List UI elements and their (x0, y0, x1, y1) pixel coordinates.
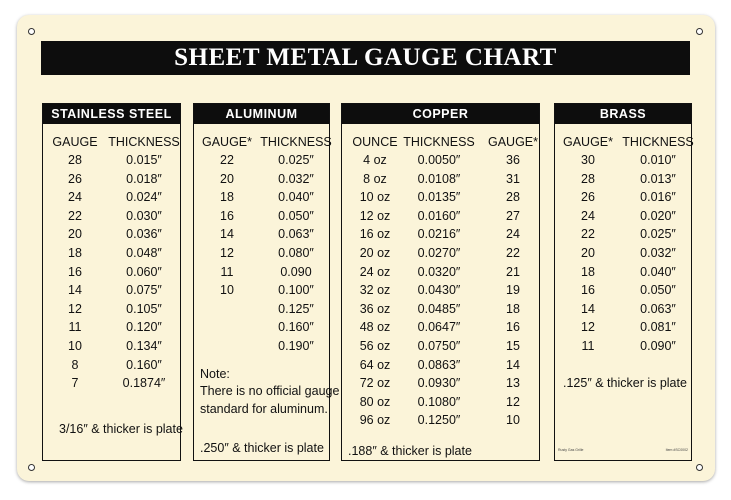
brass-gauge-cell: 18 (581, 264, 595, 279)
stainless-thickness-header: THICKNESS (108, 135, 180, 149)
aluminum-thickness-cell: 0.125″ (278, 301, 314, 316)
copper-thickness-header: THICKNESS (403, 135, 475, 149)
stainless-row (43, 172, 180, 191)
copper-row (342, 190, 539, 209)
stainless-column-headers (43, 135, 180, 151)
aluminum-row (194, 172, 329, 191)
stainless-gauge-cell: 11 (68, 320, 82, 335)
copper-gauge-cell: 19 (506, 283, 520, 298)
copper-ounce-cell: 96 oz (359, 413, 391, 428)
aluminum-gauge-cell: 22 (220, 153, 234, 167)
stainless-thickness-cell: 0.024″ (126, 190, 162, 205)
stainless-row (43, 376, 180, 395)
copper-gauge-cell: 16 (506, 320, 520, 335)
aluminum-row (194, 339, 329, 358)
aluminum-plate-note: .250″ & thicker is plate (200, 441, 324, 455)
copper-row (342, 246, 539, 265)
aluminum-gauge-cell: 20 (220, 171, 234, 186)
copper-row (342, 395, 539, 414)
copper-ounce-cell: 36 oz (359, 301, 391, 316)
copper-ounce-cell: 48 oz (359, 320, 391, 335)
aluminum-thickness-cell: 0.050″ (278, 208, 314, 223)
aluminum-gauge-cell: 14 (220, 227, 234, 242)
mounting-hole-bottom-left (28, 464, 35, 471)
aluminum-row (194, 209, 329, 228)
copper-gauge-cell: 10 (506, 413, 520, 428)
copper-row (342, 320, 539, 339)
stainless-thickness-cell: 0.075″ (126, 283, 162, 298)
brass-thickness-cell: 0.032″ (640, 245, 676, 260)
stainless-row (43, 302, 180, 321)
brass-gauge-cell: 26 (581, 190, 595, 205)
fine-print-right: Item #SC0002 (665, 448, 688, 452)
stainless-thickness-cell: 0.048″ (126, 245, 162, 260)
brass-thickness-header: THICKNESS (622, 135, 694, 149)
copper-thickness-cell: 0.0485″ (417, 301, 461, 316)
stainless-thickness-cell: 0.160″ (126, 357, 162, 372)
stainless-gauge-header: GAUGE (52, 135, 98, 149)
brass-row (555, 190, 691, 209)
stainless-gauge-cell: 14 (68, 283, 82, 298)
stainless-thickness-cell: 0.018″ (126, 171, 162, 186)
copper-thickness-cell: 0.0108″ (417, 171, 461, 186)
copper-thickness-cell: 0.0320″ (417, 264, 461, 279)
aluminum-row (194, 320, 329, 339)
copper-row (342, 302, 539, 321)
brass-thickness-cell: 0.063″ (640, 301, 676, 316)
copper-thickness-cell: 0.0930″ (417, 376, 461, 391)
copper-gauge-cell: 22 (506, 245, 520, 260)
brass-row (555, 339, 691, 358)
stainless-gauge-cell: 20 (68, 227, 82, 242)
mounting-hole-top-right (696, 28, 703, 35)
brass-gauge-cell: 22 (581, 227, 595, 242)
aluminum-row (194, 190, 329, 209)
stainless-thickness-cell: 0.036″ (126, 227, 162, 242)
copper-heading: COPPER (342, 104, 539, 124)
copper-ounce-cell: 80 oz (359, 394, 391, 409)
copper-gauge-header: GAUGE* (487, 135, 539, 149)
aluminum-row (194, 246, 329, 265)
stainless-gauge-cell: 10 (68, 338, 82, 353)
aluminum-thickness-header: THICKNESS (260, 135, 332, 149)
copper-ounce-cell: 8 oz (363, 171, 387, 186)
copper-thickness-cell: 0.1080″ (417, 394, 461, 409)
copper-thickness-cell: 0.1250″ (417, 413, 461, 428)
stainless-thickness-cell: 0.060″ (126, 264, 162, 279)
brass-gauge-cell: 30 (581, 153, 595, 167)
brass-gauge-cell: 14 (581, 301, 595, 316)
copper-row (342, 339, 539, 358)
copper-thickness-cell: 0.0863″ (417, 357, 461, 372)
copper-row (342, 358, 539, 377)
copper-ounce-cell: 20 oz (359, 245, 391, 260)
stainless-row (43, 190, 180, 209)
brass-row (555, 172, 691, 191)
stainless-row (43, 320, 180, 339)
copper-ounce-cell: 4 oz (363, 153, 387, 167)
stainless-row (43, 209, 180, 228)
aluminum-heading: ALUMINUM (194, 104, 329, 124)
aluminum-thickness-cell: 0.025″ (278, 153, 314, 167)
aluminum-gauge-header: GAUGE* (201, 135, 253, 149)
brass-heading: BRASS (555, 104, 691, 124)
copper-row (342, 209, 539, 228)
stainless-gauge-cell: 18 (68, 245, 82, 260)
stainless-gauge-cell: 22 (68, 208, 82, 223)
copper-column-headers (342, 135, 539, 151)
brass-row (555, 302, 691, 321)
copper-gauge-cell: 13 (506, 376, 520, 391)
aluminum-note-line-1: There is no official gauge (200, 384, 340, 398)
copper-gauge-cell: 27 (506, 208, 520, 223)
stainless-gauge-cell: 12 (68, 301, 82, 316)
brass-gauge-cell: 16 (581, 283, 595, 298)
aluminum-gauge-cell: 12 (220, 245, 234, 260)
stainless-thickness-cell: 0.030″ (126, 208, 162, 223)
brass-thickness-cell: 0.020″ (640, 208, 676, 223)
brass-row (555, 227, 691, 246)
copper-gauge-cell: 14 (506, 357, 520, 372)
copper-rows (342, 153, 539, 432)
aluminum-panel (193, 103, 340, 461)
brass-column-headers (555, 135, 694, 151)
brass-thickness-cell: 0.040″ (640, 264, 676, 279)
stainless-gauge-cell: 7 (71, 376, 79, 391)
stainless-row (43, 265, 180, 284)
brass-thickness-cell: 0.010″ (640, 153, 676, 167)
brass-gauge-cell: 11 (581, 338, 595, 353)
aluminum-rows (194, 153, 329, 358)
aluminum-note-line-2: standard for aluminum. (200, 402, 328, 416)
brass-panel (554, 103, 692, 461)
stainless-gauge-cell: 26 (68, 171, 82, 186)
aluminum-thickness-cell: 0.063″ (278, 227, 314, 242)
aluminum-row (194, 153, 329, 172)
stainless-gauge-cell: 28 (68, 153, 82, 167)
brass-gauge-cell: 24 (581, 208, 595, 223)
aluminum-thickness-cell: 0.160″ (278, 320, 314, 335)
brass-gauge-cell: 12 (581, 320, 595, 335)
stainless-thickness-cell: 0.015″ (126, 153, 162, 167)
copper-ounce-cell: 12 oz (359, 208, 391, 223)
stainless-rows (43, 153, 180, 395)
aluminum-note-label: Note: (200, 367, 230, 381)
metal-sign (17, 15, 715, 481)
copper-gauge-cell: 36 (506, 153, 520, 167)
brass-rows (555, 153, 691, 358)
aluminum-thickness-cell: 0.100″ (278, 283, 314, 298)
stainless-thickness-cell: 0.1874″ (122, 376, 166, 391)
copper-thickness-cell: 0.0270″ (417, 245, 461, 260)
copper-row (342, 172, 539, 191)
brass-thickness-cell: 0.016″ (640, 190, 676, 205)
aluminum-thickness-cell: 0.190″ (278, 338, 314, 353)
stainless-gauge-cell: 8 (71, 357, 79, 372)
aluminum-row (194, 283, 329, 302)
copper-ounce-cell: 72 oz (359, 376, 391, 391)
brass-thickness-cell: 0.090″ (640, 338, 676, 353)
copper-ounce-cell: 32 oz (359, 283, 391, 298)
stainless-row (43, 358, 180, 377)
stainless-row (43, 283, 180, 302)
copper-row (342, 283, 539, 302)
brass-plate-note: .125″ & thicker is plate (563, 376, 687, 390)
stainless-thickness-cell: 0.105″ (126, 301, 162, 316)
copper-panel (341, 103, 540, 461)
copper-row (342, 376, 539, 395)
aluminum-thickness-cell: 0.040″ (278, 190, 314, 205)
copper-row (342, 265, 539, 284)
copper-ounce-cell: 56 oz (359, 338, 391, 353)
aluminum-gauge-cell: 11 (220, 264, 234, 279)
mounting-hole-top-left (28, 28, 35, 35)
copper-gauge-cell: 24 (506, 227, 520, 242)
chart-title: SHEET METAL GAUGE CHART (41, 41, 690, 75)
brass-row (555, 283, 691, 302)
copper-ounce-cell: 24 oz (359, 264, 391, 279)
copper-gauge-cell: 18 (506, 301, 520, 316)
copper-thickness-cell: 0.0647″ (417, 320, 461, 335)
copper-row (342, 153, 539, 172)
copper-row (342, 413, 539, 432)
brass-gauge-header: GAUGE* (562, 135, 614, 149)
stainless-gauge-cell: 24 (68, 190, 82, 205)
aluminum-thickness-cell: 0.080″ (278, 245, 314, 260)
copper-gauge-cell: 12 (506, 394, 520, 409)
aluminum-gauge-cell: 16 (220, 208, 234, 223)
stainless-steel-heading: STAINLESS STEEL (43, 104, 180, 124)
copper-thickness-cell: 0.0216″ (417, 227, 461, 242)
copper-ounce-cell: 16 oz (359, 227, 391, 242)
aluminum-gauge-cell: 10 (220, 283, 234, 298)
copper-thickness-cell: 0.0430″ (417, 283, 461, 298)
mounting-hole-bottom-right (696, 464, 703, 471)
brass-row (555, 153, 691, 172)
brass-thickness-cell: 0.050″ (640, 283, 676, 298)
copper-gauge-cell: 21 (506, 264, 520, 279)
brass-thickness-cell: 0.025″ (640, 227, 676, 242)
aluminum-row (194, 265, 329, 284)
stainless-row (43, 339, 180, 358)
brass-row (555, 246, 691, 265)
stainless-row (43, 153, 180, 172)
brass-row (555, 265, 691, 284)
copper-plate-note: .188″ & thicker is plate (348, 444, 472, 458)
aluminum-thickness-cell: 0.090 (280, 264, 312, 279)
aluminum-column-headers (194, 135, 332, 151)
brass-row (555, 320, 691, 339)
stainless-thickness-cell: 0.120″ (126, 320, 162, 335)
copper-gauge-cell: 28 (506, 190, 520, 205)
stainless-thickness-cell: 0.134″ (126, 338, 162, 353)
copper-gauge-cell: 15 (506, 338, 520, 353)
copper-gauge-cell: 31 (506, 171, 520, 186)
stainless-row (43, 227, 180, 246)
aluminum-row (194, 227, 329, 246)
stainless-plate-note: 3/16″ & thicker is plate (59, 422, 183, 436)
brass-thickness-cell: 0.081″ (640, 320, 676, 335)
fine-print-left: Rusty Gas Grille (558, 448, 584, 452)
copper-thickness-cell: 0.0750″ (417, 338, 461, 353)
copper-ounce-cell: 64 oz (359, 357, 391, 372)
copper-thickness-cell: 0.0135″ (417, 190, 461, 205)
brass-gauge-cell: 20 (581, 245, 595, 260)
brass-row (555, 209, 691, 228)
copper-ounce-header: OUNCE (352, 135, 398, 149)
copper-row (342, 227, 539, 246)
aluminum-gauge-cell: 18 (220, 190, 234, 205)
brass-gauge-cell: 28 (581, 171, 595, 186)
copper-ounce-cell: 10 oz (359, 190, 391, 205)
brass-thickness-cell: 0.013″ (640, 171, 676, 186)
stainless-gauge-cell: 16 (68, 264, 82, 279)
copper-thickness-cell: 0.0050″ (417, 153, 461, 167)
stainless-row (43, 246, 180, 265)
aluminum-thickness-cell: 0.032″ (278, 171, 314, 186)
aluminum-row (194, 302, 329, 321)
copper-thickness-cell: 0.0160″ (417, 208, 461, 223)
stainless-steel-panel (42, 103, 181, 461)
